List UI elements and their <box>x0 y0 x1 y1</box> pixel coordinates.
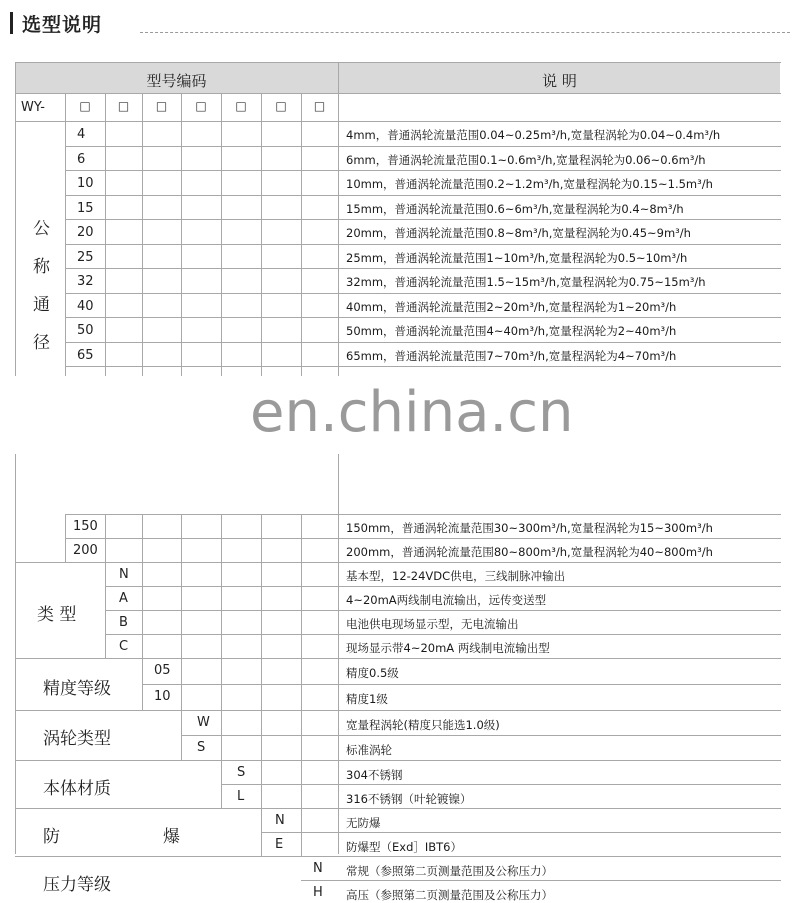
grid-line <box>261 658 262 710</box>
grid-line <box>15 808 781 809</box>
explosion-group-char-2: 爆 <box>163 827 180 847</box>
diameter-group-char-2: 称 <box>33 257 50 277</box>
grid-line <box>261 121 262 377</box>
grid-line <box>301 710 302 760</box>
grid-line <box>221 562 222 658</box>
diameter-code-50: 50 <box>77 323 94 338</box>
grid-line <box>261 832 781 833</box>
type-code-B: B <box>119 615 128 630</box>
grid-line <box>301 562 302 658</box>
diameter-desc-50: 50mm，普通涡轮流量范围4~40m³/h,宽量程涡轮为2~40m³/h <box>346 324 677 338</box>
pressure-desc-N: 常规（参照第二页测量范围及公称压力） <box>346 864 553 878</box>
grid-line <box>221 784 781 785</box>
grid-line <box>15 658 781 659</box>
grid-line <box>181 514 182 562</box>
grid-line <box>221 710 222 760</box>
material-desc-L: 316不锈钢（叶轮镀镍） <box>346 792 472 806</box>
grid-line <box>142 684 781 685</box>
grid-line <box>261 562 262 658</box>
diameter-code-15: 15 <box>77 200 94 216</box>
diameter-code-10: 10 <box>77 176 94 191</box>
diameter-group-char-4: 径 <box>33 333 50 353</box>
section-header <box>10 8 790 38</box>
grid-line <box>65 93 66 121</box>
diameter-code-4: 4 <box>77 127 86 142</box>
grid-line <box>221 658 222 710</box>
grid-line <box>65 268 781 269</box>
grid-line <box>65 293 781 294</box>
pressure-code-N: N <box>313 861 323 876</box>
diameter-desc-150: 150mm，普通涡轮流量范围30~300m³/h,宽量程涡轮为15~300m³/h <box>346 521 713 535</box>
grid-line <box>65 342 781 343</box>
grid-line <box>181 121 182 377</box>
grid-line <box>105 121 106 377</box>
pressure-group-label: 压力等级 <box>43 875 111 895</box>
diameter-desc-10: 10mm，普通涡轮流量范围0.2~1.2m³/h,宽量程涡轮为0.15~1.5m³/h <box>346 177 713 191</box>
grid-line <box>65 121 66 377</box>
title-marker <box>10 12 13 34</box>
grid-line <box>261 93 262 121</box>
grid-line <box>65 366 781 367</box>
diameter-desc-6: 6mm，普通涡轮流量范围0.1~0.6m³/h,宽量程涡轮为0.06~0.6m³/h <box>346 152 706 167</box>
accuracy-code-05: 05 <box>154 663 171 678</box>
diameter-code-65: 65 <box>77 347 94 363</box>
accuracy-group-label: 精度等级 <box>43 679 111 699</box>
title-divider <box>140 32 790 33</box>
grid-line <box>142 658 143 710</box>
grid-line <box>221 514 222 562</box>
grid-line <box>15 760 781 761</box>
grid-line <box>65 244 781 245</box>
type-desc-A: 4~20mA两线制电流输出，远传变送型 <box>346 593 547 607</box>
diameter-desc-20: 20mm，普通涡轮流量范围0.8~8m³/h,宽量程涡轮为0.45~9m³/h <box>346 226 691 240</box>
model-prefix: WY- <box>21 100 45 115</box>
grid-line <box>261 514 262 562</box>
grid-line <box>301 514 302 562</box>
header-model-code-label: 型号编码 <box>146 72 207 90</box>
grid-line <box>142 514 143 562</box>
turbine-desc-W: 宽量程涡轮(精度只能选1.0级) <box>346 718 500 732</box>
grid-line <box>15 856 781 857</box>
grid-line <box>221 121 222 377</box>
type-desc-B: 电池供电现场显示型，无电流输出 <box>346 617 519 631</box>
material-desc-S: 304不锈钢 <box>346 768 403 782</box>
explosion-code-E: E <box>275 837 284 852</box>
material-code-L: L <box>237 789 245 804</box>
pressure-code-H: H <box>313 885 323 900</box>
explosion-code-N: N <box>275 813 285 828</box>
accuracy-code-10: 10 <box>154 689 171 704</box>
diameter-code-32: 32 <box>77 274 94 289</box>
grid-line <box>65 538 781 539</box>
diameter-desc-40: 40mm，普通涡轮流量范围2~20m³/h,宽量程涡轮为1~20m³/h <box>346 299 677 314</box>
section-title: 选型说明 <box>22 14 103 36</box>
grid-line <box>105 562 106 658</box>
turbine-code-W: W <box>197 715 210 730</box>
grid-line <box>142 121 143 377</box>
turbine-desc-S: 标准涡轮 <box>346 743 392 757</box>
grid-line <box>301 808 302 856</box>
grid-line <box>105 634 781 635</box>
grid-line <box>301 880 781 881</box>
diameter-code-200: 200 <box>73 543 98 558</box>
diameter-code-20: 20 <box>77 225 94 240</box>
diameter-desc-25: 25mm，普通涡轮流量范围1~10m³/h,宽量程涡轮为0.5~10m³/h <box>346 250 688 265</box>
grid-line <box>181 658 182 710</box>
watermark-logo: en.china.cn <box>250 380 574 445</box>
header-description-label: 说 明 <box>542 72 577 90</box>
grid-line <box>65 195 781 196</box>
grid-line <box>261 710 262 760</box>
code-slot-7-box: □ <box>313 99 326 113</box>
grid-line <box>261 808 262 856</box>
grid-line <box>181 93 182 121</box>
material-group-label: 本体材质 <box>43 779 111 799</box>
code-slot-4-box: □ <box>195 99 207 113</box>
code-slot-5-box: □ <box>235 99 247 113</box>
accuracy-desc-10: 精度1级 <box>346 692 388 706</box>
grid-line <box>301 658 302 710</box>
type-code-C: C <box>119 639 129 654</box>
grid-line <box>15 710 781 711</box>
diameter-desc-200: 200mm，普通涡轮流量范围80~800m³/h,宽量程涡轮为40~800m³/h <box>346 545 713 559</box>
grid-line <box>15 562 781 563</box>
grid-line <box>221 93 222 121</box>
grid-line <box>65 170 781 171</box>
code-slot-1-box: □ <box>79 99 91 113</box>
grid-line <box>105 610 781 611</box>
type-group-label: 类 型 <box>37 605 77 625</box>
explosion-desc-N: 无防爆 <box>346 816 381 830</box>
diameter-code-6: 6 <box>77 151 86 167</box>
grid-line <box>181 710 182 760</box>
grid-line <box>105 514 106 562</box>
grid-line <box>65 317 781 318</box>
explosion-group-char-1: 防 <box>43 827 60 847</box>
type-code-N: N <box>119 567 129 582</box>
explosion-desc-E: 防爆型（Exd］IBT6） <box>346 840 462 854</box>
grid-line <box>65 514 66 562</box>
selection-table <box>15 62 781 902</box>
type-desc-C: 现场显示带4~20mA 两线制电流输出型 <box>346 641 550 655</box>
grid-line <box>105 93 106 121</box>
diameter-desc-15: 15mm，普通涡轮流量范围0.6~6m³/h,宽量程涡轮为0.4~8m³/h <box>346 201 684 216</box>
grid-line <box>65 146 781 147</box>
grid-line <box>142 562 143 658</box>
diameter-desc-32: 32mm，普通涡轮流量范围1.5~15m³/h,宽量程涡轮为0.75~15m³/h <box>346 275 706 289</box>
code-slot-6-box: □ <box>275 99 287 113</box>
grid-line <box>221 760 222 808</box>
diameter-desc-65: 65mm，普通涡轮流量范围7~70m³/h,宽量程涡轮为4~70m³/h <box>346 348 677 363</box>
diameter-group-char-3: 通 <box>33 295 50 315</box>
grid-line <box>65 219 781 220</box>
turbine-group-label: 涡轮类型 <box>43 729 111 749</box>
grid-line <box>261 760 262 808</box>
pressure-desc-H: 高压（参照第二页测量范围及公称压力） <box>346 888 553 902</box>
grid-line <box>301 121 302 377</box>
code-slot-3-box: □ <box>155 99 168 113</box>
diameter-code-150: 150 <box>73 519 98 534</box>
grid-line <box>105 586 781 587</box>
type-desc-N: 基本型，12-24VDC供电，三线制脉冲输出 <box>346 569 566 583</box>
type-code-A: A <box>119 591 128 606</box>
diameter-code-25: 25 <box>77 249 94 265</box>
grid-line <box>15 93 781 94</box>
grid-line <box>142 93 143 121</box>
diameter-group-char-1: 公 <box>33 219 50 239</box>
material-code-S: S <box>237 765 246 780</box>
grid-line <box>15 121 781 122</box>
grid-line <box>181 735 781 736</box>
turbine-code-S: S <box>197 740 206 755</box>
code-slot-2-box: □ <box>117 99 130 113</box>
grid-line <box>181 562 182 658</box>
diameter-code-40: 40 <box>77 298 94 314</box>
diameter-desc-4: 4mm，普通涡轮流量范围0.04~0.25m³/h,宽量程涡轮为0.04~0.4m³/h <box>346 128 721 142</box>
grid-line <box>301 760 302 808</box>
grid-line <box>65 514 781 515</box>
accuracy-desc-05: 精度0.5级 <box>346 666 399 680</box>
grid-line <box>301 93 302 121</box>
